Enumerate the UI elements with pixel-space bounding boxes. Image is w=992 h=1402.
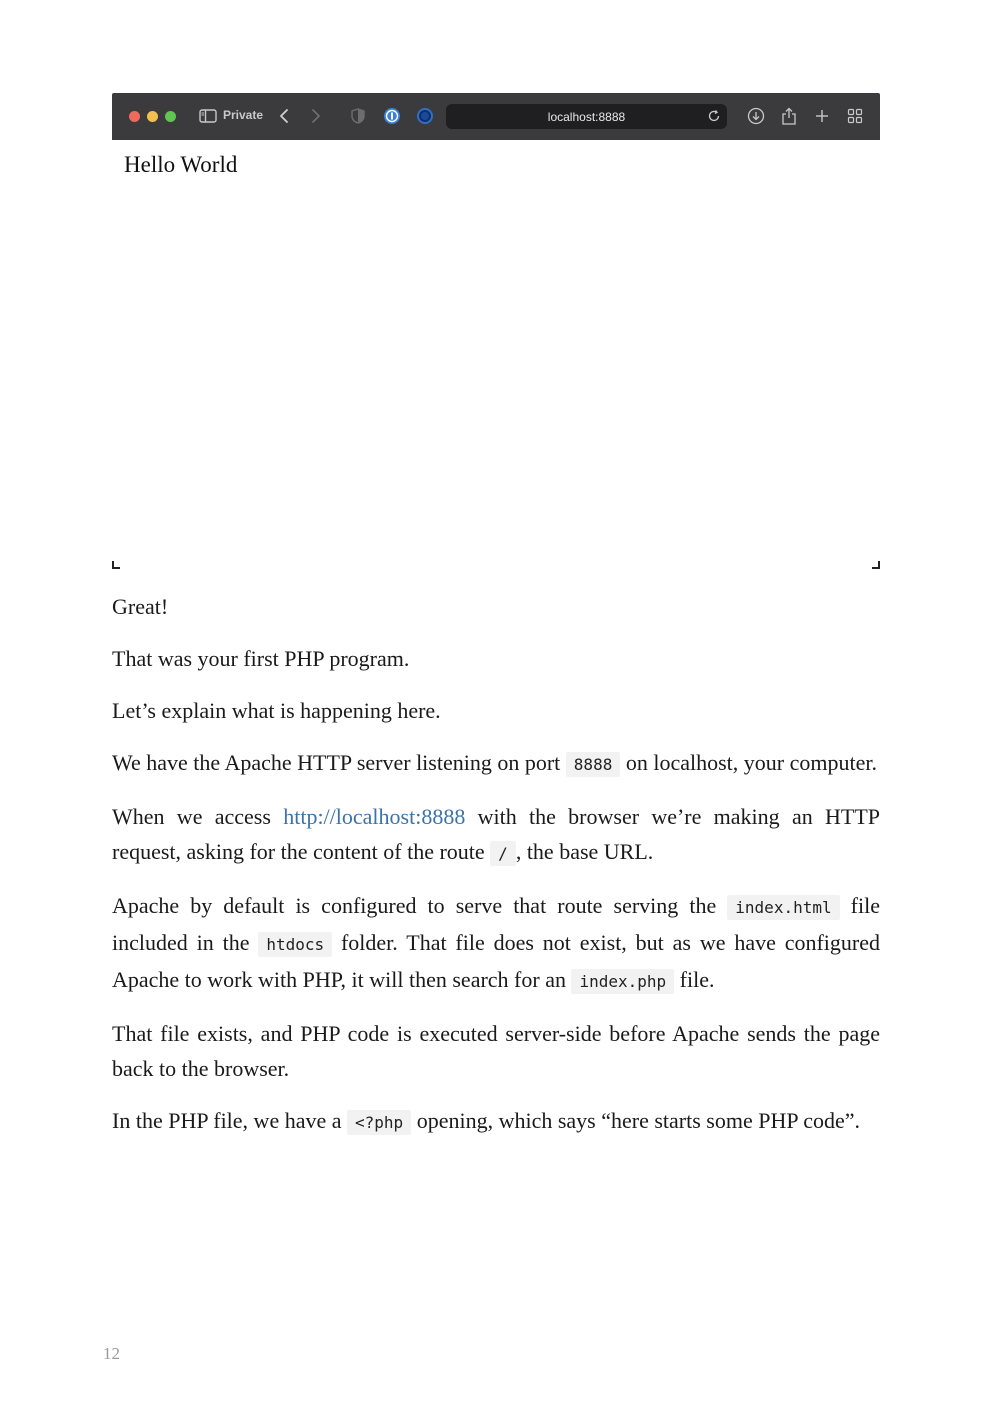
paragraph (112, 1103, 880, 1140)
paragraph: Great! (112, 594, 169, 619)
inline-code: 8888 (566, 752, 621, 777)
text-span: on localhost, your computer. (620, 750, 877, 775)
private-label: Private (223, 108, 264, 122)
shield-icon[interactable] (350, 105, 366, 127)
document-body (112, 589, 880, 1157)
browser-screenshot (112, 93, 880, 569)
localhost-link[interactable]: http://localhost:8888 (283, 804, 466, 829)
text-span: We have the Apache HTTP server listening on port (112, 750, 566, 775)
paragraph: That file exists, and PHP code is executed server-side before Apache sends the page back to the browser. (112, 1021, 880, 1081)
page-heading: Hello World (124, 152, 238, 177)
extension-icon[interactable] (416, 105, 434, 127)
text-span: opening, which says “here starts some PHP code”. (411, 1108, 861, 1133)
text-span: In the PHP file, we have a (112, 1108, 348, 1133)
page-number: 12 (103, 1344, 120, 1363)
back-icon[interactable] (276, 105, 292, 127)
reload-icon[interactable] (707, 109, 721, 123)
tabs-grid-icon[interactable] (846, 105, 864, 127)
inline-code: / (490, 841, 516, 866)
paragraph: Let’s explain what is happening here. (112, 698, 441, 723)
forward-icon[interactable] (308, 105, 324, 127)
address-text: localhost:8888 (547, 110, 626, 124)
share-icon[interactable] (780, 105, 798, 127)
close-window-button[interactable] (129, 111, 140, 122)
paragraph (112, 799, 880, 871)
text-span: file. (674, 967, 715, 992)
inline-code: <?php (347, 1110, 411, 1135)
paragraph (112, 888, 880, 999)
browser-toolbar (112, 93, 880, 140)
zoom-window-button[interactable] (165, 111, 176, 122)
download-icon[interactable] (747, 105, 765, 127)
inline-code: index.html (727, 895, 839, 920)
text-span: When we access (112, 804, 284, 829)
text-span: Apache by default is configured to serve that route serving the (112, 893, 728, 918)
paragraph: That was your first PHP program. (112, 646, 410, 671)
password-icon[interactable] (383, 105, 401, 127)
plus-icon[interactable] (813, 105, 831, 127)
address-bar[interactable] (446, 104, 727, 129)
inline-code: index.php (571, 969, 674, 994)
inline-code: htdocs (258, 932, 332, 957)
frame-corner-right (872, 561, 880, 569)
text-span: , the base URL. (515, 839, 654, 864)
minimize-window-button[interactable] (147, 111, 158, 122)
text-span: file included in the (112, 893, 880, 955)
paragraph (112, 745, 880, 782)
frame-corner-left (112, 561, 120, 569)
text-span: folder. That file does not exist, but as we have configured Apache to work with PHP, it will then search for an (112, 930, 881, 992)
text-span: with the browser we’re making an HTTP request, asking for the content of the route (112, 804, 880, 864)
sidebar-icon[interactable] (198, 105, 218, 127)
